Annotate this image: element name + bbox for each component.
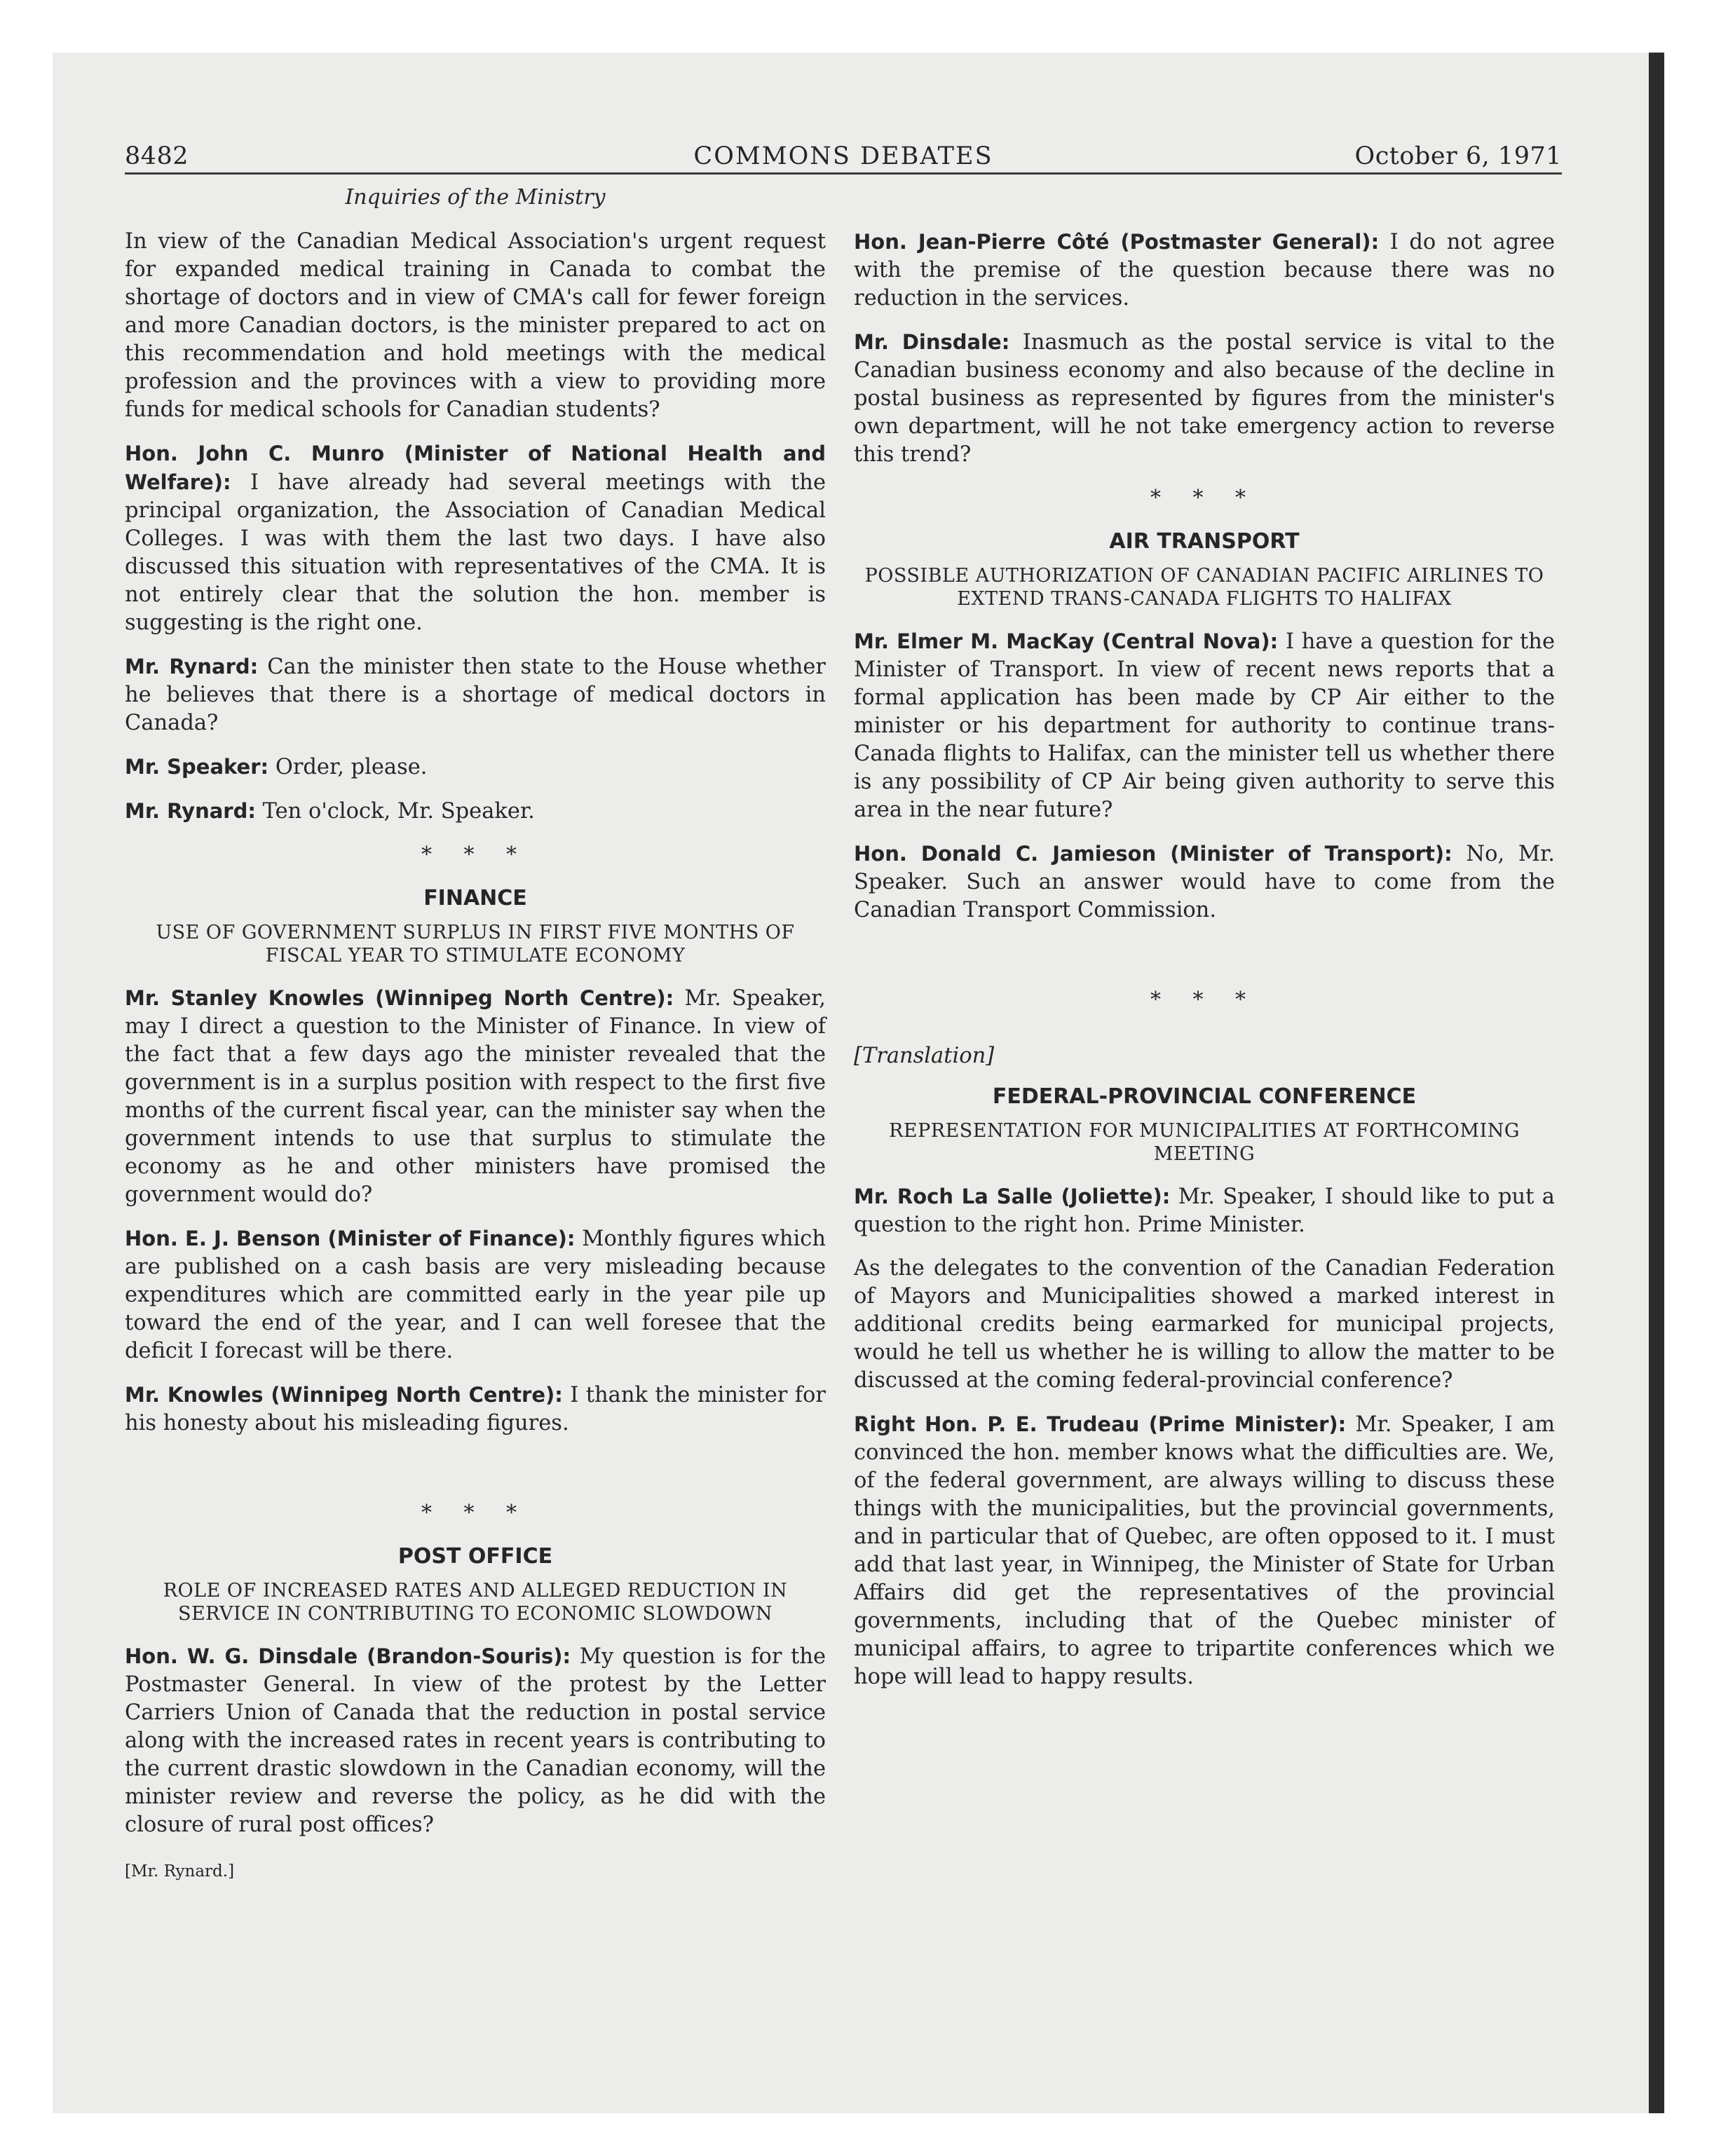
speech-speaker — [125, 753, 826, 782]
speech-mackay — [854, 627, 1555, 824]
speech-text: Mr. Speaker, may I direct a question to the Minister of Finance. In view of the fact that a few days ago the minister revealed that the government is in a surplus position with respect to the first five months of the current fiscal year, can the minister say when the government intends to use that surplus to stimulate the economy as he and other ministers have promised the government would do? — [125, 986, 826, 1207]
speaker-name: Mr. Stanley Knowles (Winnipeg North Centre): — [125, 986, 674, 1010]
section-heading-federal-provincial: FEDERAL-PROVINCIAL CONFERENCE — [992, 1084, 1417, 1109]
speech-dinsdale-1 — [125, 1642, 826, 1839]
subheading-air-transport: POSSIBLE AUTHORIZATION OF CANADIAN PACIFIC AIRLINES TO EXTEND TRANS-CANADA FLIGHTS TO HALIFAX — [864, 565, 1544, 610]
left-column — [125, 228, 826, 1885]
speaker-name: Mr. Roch La Salle (Joliette): — [854, 1185, 1171, 1208]
speaker-name: Mr. Elmer M. MacKay (Central Nova): — [854, 629, 1279, 653]
speech-jamieson — [854, 840, 1555, 925]
publication-title: COMMONS DEBATES — [693, 142, 993, 170]
speech-text: I have already had several meetings with the principal organization, the Association of Canadian Medical Colleges. I was with them the last two days. I have also discussed this situation with representatives of the CMA. It is not entirely clear that the solution the hon. member is suggesting is the right one. — [125, 470, 826, 635]
speaker-name: Hon. Donald C. Jamieson (Minister of Transport): — [854, 842, 1452, 866]
speaker-name: Hon. John C. Munro (Minister of National Health and Welfare): — [125, 442, 826, 494]
speech-munro — [125, 439, 826, 637]
speaker-name: Mr. Knowles (Winnipeg North Centre): — [125, 1383, 563, 1407]
speech-benson — [125, 1224, 826, 1365]
speech-knowles-2 — [125, 1381, 826, 1438]
translation-marker: [Translation] — [854, 1044, 995, 1068]
section-separator: * * * — [1150, 988, 1259, 1012]
speech-rynard-2 — [125, 797, 826, 826]
speech-cote — [854, 228, 1555, 313]
subheading-federal-provincial: REPRESENTATION FOR MUNICIPALITIES AT FORTHCOMING MEETING — [889, 1120, 1520, 1165]
speech-lasalle — [854, 1182, 1555, 1239]
speech-text: Ten o'clock, Mr. Speaker. — [262, 799, 535, 824]
speaker-name: Right Hon. P. E. Trudeau (Prime Minister): — [854, 1412, 1347, 1436]
question-paragraph: As the delegates to the convention of the Canadian Federation of Mayors and Municipalities showed a marked interest in additional credits being earmarked for municipal projects, would he tell us whether he is willing to allow the matter to be discussed at the coming federal-provincial conference? — [854, 1256, 1555, 1393]
speech-text: I do not agree with the premise of the question because there was no reduction in the services. — [854, 230, 1555, 311]
speech-dinsdale-2 — [854, 328, 1555, 469]
speech-text: No, Mr. Speaker. Such an answer would have to come from the Canadian Transport Commission. — [854, 842, 1555, 922]
issue-date: October 6, 1971 — [1354, 142, 1562, 170]
speaker-name: Mr. Rynard: — [125, 655, 259, 678]
section-separator: * * * — [421, 842, 530, 867]
section-heading-air-transport: AIR TRANSPORT — [1109, 529, 1300, 554]
speaker-name: Mr. Rynard: — [125, 799, 256, 823]
speaker-name: Hon. E. J. Benson (Minister of Finance): — [125, 1227, 576, 1250]
speaker-name: Hon. W. G. Dinsdale (Brandon-Souris): — [125, 1644, 571, 1668]
speech-text: My question is for the Postmaster General. In view of the protest by the Letter Carriers Union of Canada that the reduction in postal service along with the increased rates in recent years is contributing to the current drastic slowdown in the Canadian economy, will the minister review and reverse the policy, as he did with the closure of rural post offices? — [125, 1644, 826, 1837]
speech-text: Monthly figures which are published on a cash basis are very misleading because expenditures which are committed early in the year pile up toward the end of the year, and I can well foresee that the deficit I forecast will be there. — [125, 1227, 826, 1363]
question-paragraph: In view of the Canadian Medical Association's urgent request for expanded medical training in Canada to combat the shortage of doctors and in view of CMA's call for fewer foreign and more Canadian doctors, is the minister prepared to act on this recommendation and hold meetings with the medical profession and the provinces with a view to providing more funds for medical schools for Canadian students? — [125, 229, 826, 422]
speech-rynard-1 — [125, 653, 826, 737]
speaker-name: Hon. Jean-Pierre Côté (Postmaster General): — [854, 230, 1380, 254]
section-heading-post-office: POST OFFICE — [397, 1544, 553, 1569]
speech-text: Can the minister then state to the House whether he believes that there is a shortage of medical doctors in Canada? — [125, 655, 826, 735]
speech-text: Order, please. — [275, 755, 428, 779]
speaker-name: Mr. Dinsdale: — [854, 330, 1010, 354]
speech-text: Inasmuch as the postal service is vital to the Canadian business economy and also because of the decline in postal business as represented by figures from the minister's own department, will he not take emergency action to reverse this trend? — [854, 330, 1556, 467]
subheading-post-office: ROLE OF INCREASED RATES AND ALLEGED REDUCTION IN SERVICE IN CONTRIBUTING TO ECONOMIC SLOWDOWN — [163, 1580, 788, 1625]
speaker-name: Mr. Speaker: — [125, 755, 269, 779]
scan-edge-shadow — [1649, 53, 1664, 2113]
page-header — [125, 140, 1562, 175]
speech-text: Mr. Speaker, I should like to put a question to the right hon. Prime Minister. — [854, 1185, 1555, 1237]
running-head: Inquiries of the Ministry — [345, 185, 606, 210]
speech-text: I thank the minister for his honesty about his misleading figures. — [125, 1383, 826, 1435]
subheading-finance: USE OF GOVERNMENT SURPLUS IN FIRST FIVE MONTHS OF FISCAL YEAR TO STIMULATE ECONOMY — [156, 922, 795, 967]
section-heading-finance: FINANCE — [423, 886, 527, 910]
speech-trudeau — [854, 1410, 1555, 1691]
speech-knowles-1 — [125, 984, 826, 1209]
right-column — [854, 228, 1555, 1707]
speech-text: I have a question for the Minister of Transport. In view of recent news reports that a formal application has been made by CP Air either to the minister or his department for authority to continue trans-Canada flights to Halifax, can the minister tell us whether there is any possibility of CP Air being given authority to serve this area in the near future? — [854, 629, 1555, 822]
speech-text: Mr. Speaker, I am convinced the hon. member knows what the difficulties are. We, of the federal government, are always willing to discuss these things with the municipalities, but the provincial governments, and in particular that of Quebec, are often opposed to it. I must add that last year, in Winnipeg, the Minister of State for Urban Affairs did get the representatives of the provincial governments, including that of the Quebec minister of municipal affairs, to agree to tripartite conferences which we hope will lead to happy results. — [854, 1412, 1555, 1689]
page-footnote: [Mr. Rynard.] — [125, 1862, 235, 1881]
page-number: 8482 — [125, 142, 189, 170]
section-separator: * * * — [1150, 486, 1259, 510]
section-separator: * * * — [421, 1501, 530, 1525]
